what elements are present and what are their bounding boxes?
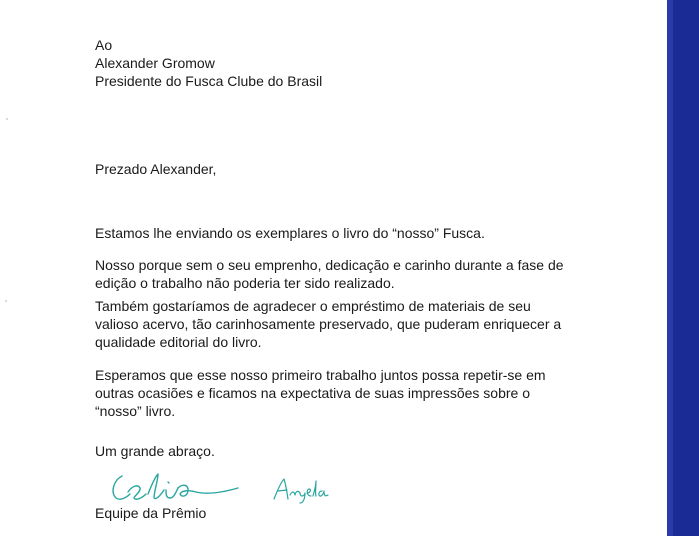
paragraph-2-line-2: edição o trabalho não poderia ter sido realizado. [95, 275, 395, 291]
paragraph-3-line-2: valioso acervo, tão carinhosamente preservado, que puderam enriquecer a [95, 316, 562, 332]
salutation-text: Prezado Alexander, [95, 161, 217, 177]
paragraph-1-line-1: Estamos lhe enviando os exemplares o livro do “nosso” Fusca. [95, 225, 485, 241]
paragraph-2-line-1: Nosso porque sem o seu emprenho, dedicação e carinho durante a fase de [95, 257, 564, 273]
team-name: Equipe da Prêmio [95, 505, 207, 521]
addressee-name: Alexander Gromow [95, 55, 215, 71]
addressee-line-1: Ao [95, 37, 113, 53]
paragraph-4-line-3: “nosso” livro. [95, 403, 176, 419]
scan-speck [6, 118, 8, 120]
paragraph-1 [95, 224, 485, 242]
paragraph-2 [95, 256, 564, 292]
scan-speck [5, 300, 7, 302]
blue-edge-bar-highlight [667, 0, 673, 536]
paragraph-3-line-3: qualidade editorial do livro. [95, 334, 262, 350]
paragraph-4-line-2: outras ocasiões e ficamos na expectativa de suas impressões sobre o [95, 385, 531, 401]
signature-celia [108, 468, 243, 506]
paragraph-4 [95, 366, 546, 420]
addressee-title: Presidente do Fusca Clube do Brasil [95, 73, 323, 89]
paragraph-4-line-1: Esperamos que esse nosso primeiro trabalho juntos possa repetir-se em [95, 367, 546, 383]
salutation [95, 160, 216, 178]
closing [95, 442, 215, 460]
paragraph-3 [95, 297, 561, 351]
closing-text: Um grande abraço. [95, 443, 215, 459]
addressee-block [95, 36, 322, 90]
signature-angela [270, 475, 330, 505]
team-signature [95, 504, 206, 522]
paragraph-3-line-1: Também gostaríamos de agradecer o empréstimo de materiais de seu [95, 298, 531, 314]
